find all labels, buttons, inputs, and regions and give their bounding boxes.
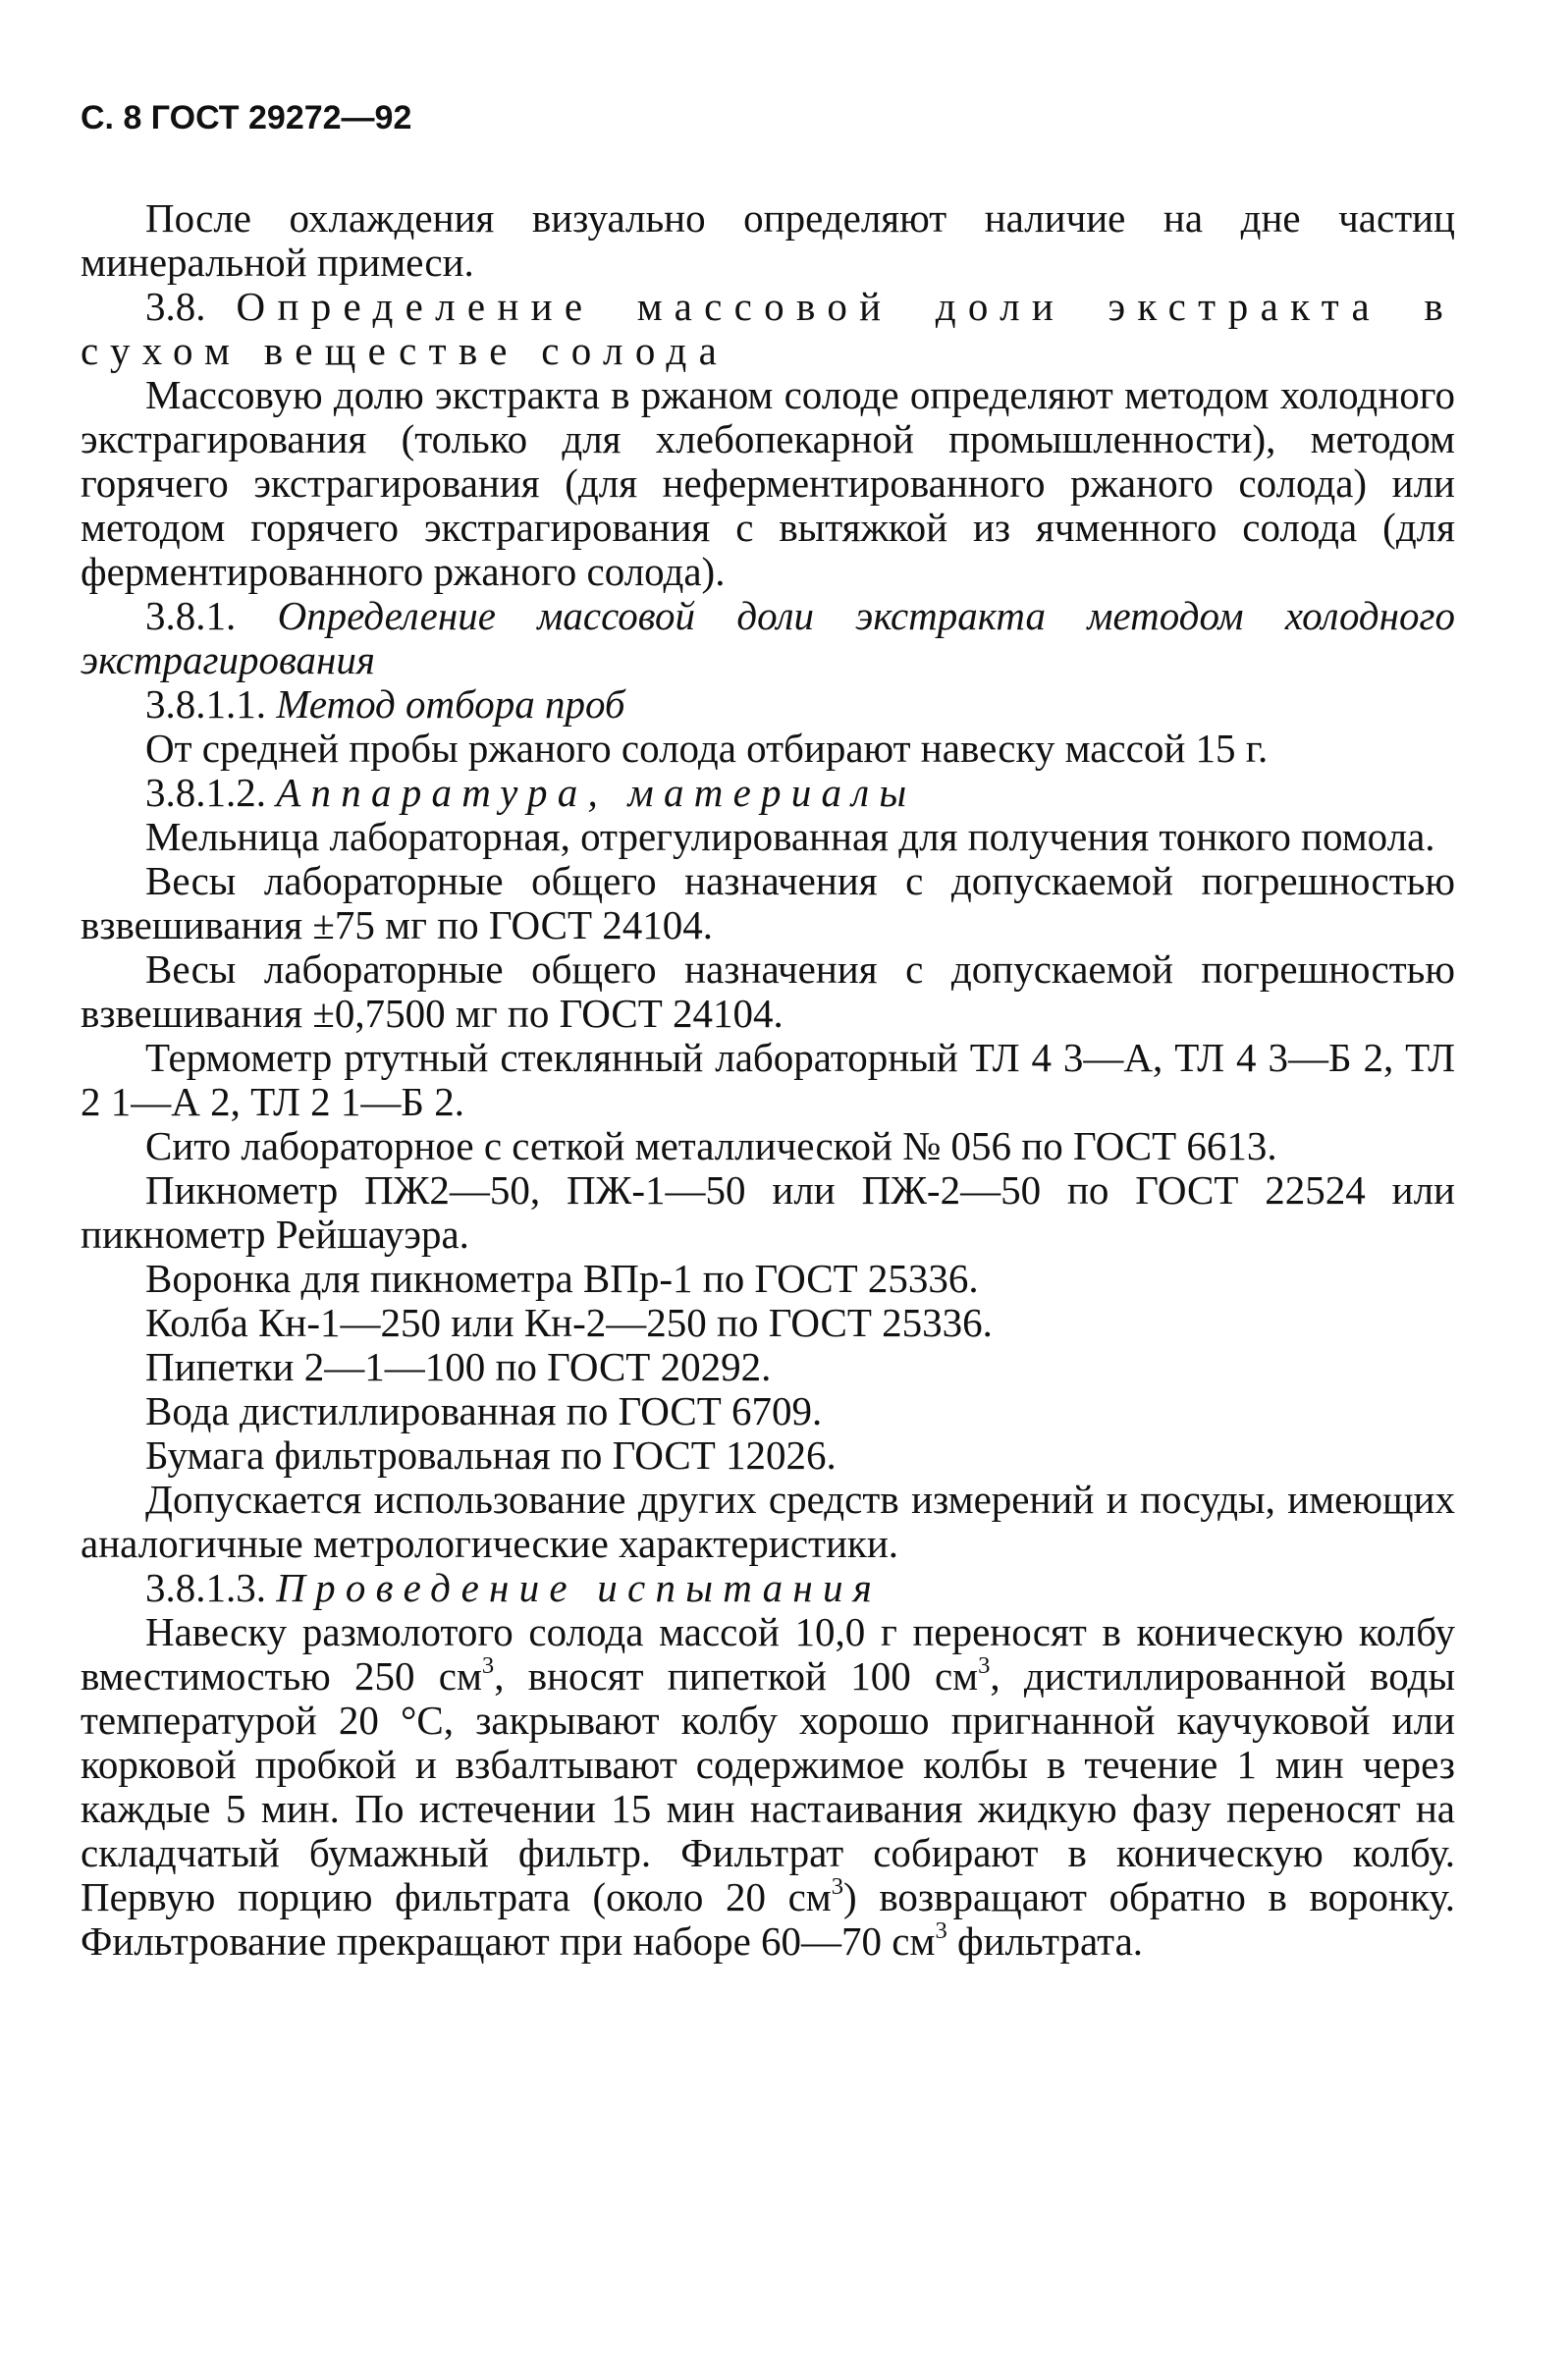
- section-number: 3.8.1.2.: [145, 770, 266, 815]
- list-item: Воронка для пикнометра ВПр-1 по ГОСТ 25336.: [145, 1256, 979, 1301]
- list-item: Термометр ртутный стеклянный лабораторный ТЛ 4 3—А, ТЛ 4 3—Б 2, ТЛ 2 1—А 2, ТЛ 2 1—Б 2.: [81, 1035, 1455, 1124]
- text-run: ) возвращают обратно в воронку. Фильтрование прекращают при наборе 60—70 см: [81, 1874, 1455, 1964]
- section-heading-3-8-1-3: [81, 1566, 1455, 1610]
- text-run: , дистиллированной воды температурой 20 °С, закрывают колбу хорошо пригнанной каучуковой или корковой пробкой и взбалтывают содержимое колбы в течение 1 мин через каждые 5 мин. По истечении 15 мин настаивания жидкую фазу переносят на складчатый бумажный фильтр. Фильтрат собирают в коническую колбу. Первую порцию фильтрата (около 20 см: [81, 1653, 1455, 1919]
- list-item: Сито лабораторное с сеткой металлической № 056 по ГОСТ 6613.: [145, 1123, 1277, 1168]
- page-header: С. 8 ГОСТ 29272—92: [81, 99, 412, 136]
- list-item: Мельница лабораторная, отрегулированная для получения тонкого помола.: [145, 814, 1435, 859]
- section-title: Метод отбора проб: [276, 681, 625, 727]
- superscript: 3: [481, 1651, 495, 1679]
- section-title: Проведение испытания: [276, 1565, 883, 1610]
- document-page: [81, 98, 1455, 1964]
- procedure-paragraph: [81, 1610, 1455, 1964]
- section-number: 3.8.1.3.: [145, 1565, 266, 1610]
- section-heading-3-8-1-2: [81, 771, 1455, 815]
- section-heading-3-8-1: [81, 594, 1455, 682]
- list-item: Весы лабораторные общего назначения с допускаемой погрешностью взвешивания ±0,7500 мг по ГОСТ 24104.: [81, 946, 1455, 1036]
- list-item: Весы лабораторные общего назначения с допускаемой погрешностью взвешивания ±75 мг по ГОСТ 24104.: [81, 858, 1455, 947]
- list-item: Пипетки 2—1—100 по ГОСТ 20292.: [145, 1344, 772, 1389]
- list-item: Вода дистиллированная по ГОСТ 6709.: [145, 1388, 823, 1433]
- text-run: фильтрата.: [946, 1918, 1144, 1964]
- paragraph: Допускается использование других средств измерений и посуды, имеющих аналогичные метрологические характеристики.: [81, 1477, 1455, 1566]
- superscript: 3: [978, 1651, 991, 1679]
- section-number: 3.8.1.1.: [145, 681, 266, 727]
- paragraph: После охлаждения визуально определяют наличие на дне частиц минеральной примеси.: [81, 195, 1455, 285]
- text-run: , вносят пипеткой 100 см: [494, 1653, 979, 1699]
- text-run: Навеску размолотого солода массой 10,0 г переносят в коническую колбу вместимостью 250 см: [81, 1609, 1455, 1699]
- section-number: 3.8.: [145, 284, 206, 329]
- section-title: Определение массовой доли экстракта методом холодного экстрагирования: [81, 593, 1455, 682]
- paragraph: Массовую долю экстракта в ржаном солоде определяют методом холодного экстрагирования (только для хлебопекарной промышленности), методом горячего экстрагирования (для неферментированного ржаного солода) или методом горячего экстрагирования с вытяжкой из ячменного солода (для ферментированного ржаного солода).: [81, 372, 1455, 594]
- section-number: 3.8.1.: [145, 593, 237, 638]
- list-item: Колба Кн-1—250 или Кн-2—250 по ГОСТ 25336.: [145, 1300, 993, 1345]
- paragraph: От средней пробы ржаного солода отбирают навеску массой 15 г.: [145, 726, 1269, 771]
- superscript: 3: [935, 1916, 947, 1944]
- section-title: Определение массовой доли экстракта в сухом веществе солода: [81, 284, 1455, 373]
- section-title: Аппаратура, материалы: [276, 770, 917, 815]
- section-heading-3-8-1-1: [81, 682, 1455, 727]
- list-item: Бумага фильтровальная по ГОСТ 12026.: [145, 1432, 837, 1478]
- section-heading-3-8: [81, 285, 1455, 373]
- superscript: 3: [831, 1872, 844, 1900]
- list-item: Пикнометр ПЖ2—50, ПЖ-1—50 или ПЖ-2—50 по ГОСТ 22524 или пикнометр Рейшауэра.: [81, 1167, 1455, 1257]
